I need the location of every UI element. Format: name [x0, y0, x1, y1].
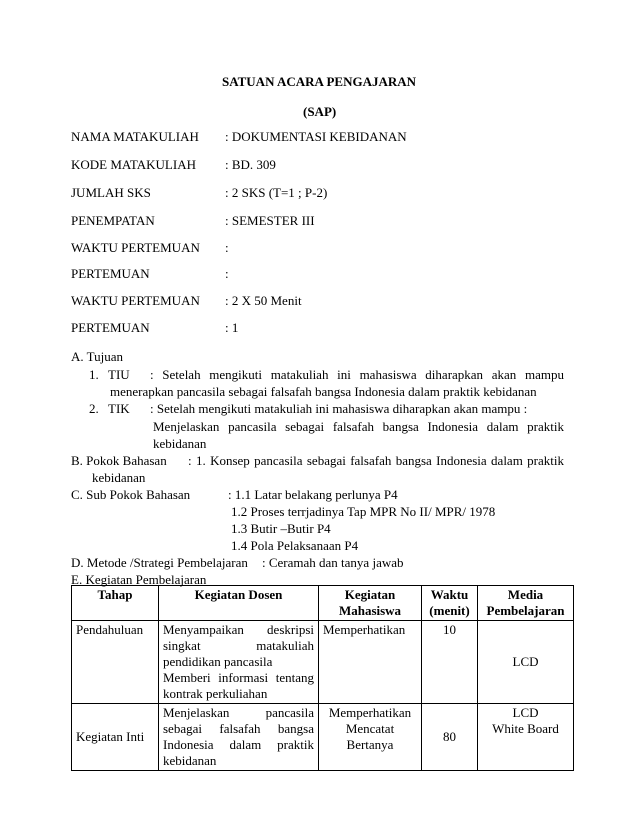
info-label: PERTEMUAN: [71, 266, 150, 281]
table-row: [72, 621, 574, 704]
sub-pokok-item: : 1.1 Latar belakang perlunya P4: [228, 487, 398, 502]
metode-value: : Ceramah dan tanya jawab: [262, 555, 404, 570]
info-label: PERTEMUAN: [71, 320, 150, 335]
cell-kegiatan-mahasiswa: Memperhatikan Mencatat Bertanya: [319, 704, 422, 771]
tik-number: 2.: [89, 401, 99, 416]
info-value: : DOKUMENTASI KEBIDANAN: [225, 129, 407, 144]
info-label: WAKTU PERTEMUAN: [71, 293, 200, 308]
document-subtitle: (SAP): [303, 104, 337, 119]
info-value: : SEMESTER III: [225, 213, 315, 228]
header-media: Media Pembelajaran: [478, 586, 574, 621]
cell-media: LCD: [478, 621, 574, 704]
info-label: KODE MATAKULIAH: [71, 157, 196, 172]
info-value: : 2 SKS (T=1 ; P-2): [225, 185, 328, 200]
tiu-number: 1.: [89, 367, 99, 382]
sub-pokok-item: 1.2 Proses terrjadinya Tap MPR No II/ MPR/ 1978: [231, 504, 496, 519]
cell-kegiatan-dosen: Menjelaskan pancasila sebagai falsafah bangsa Indonesia dalam praktik kebidanan: [159, 704, 319, 771]
kegiatan-pembelajaran-table: [71, 585, 574, 771]
tiu-label: TIU: [108, 367, 130, 382]
tiu-text-continued: menerapkan pancasila sebagai falsafah bangsa Indonesia dalam praktik kebidanan: [110, 384, 537, 399]
table-header-row: [72, 586, 574, 621]
info-value: :: [225, 266, 229, 281]
cell-kegiatan-mahasiswa: Memperhatikan: [319, 621, 422, 704]
cell-waktu: 80: [422, 704, 478, 771]
info-label: PENEMPATAN: [71, 213, 155, 228]
tiu-text: : Setelah mengikuti matakuliah ini mahasiswa diharapkan akan mampu: [150, 367, 564, 382]
pokok-bahasan-label: B. Pokok Bahasan: [71, 453, 167, 468]
info-value: :: [225, 240, 229, 255]
cell-tahap: Pendahuluan: [72, 621, 159, 704]
tik-text-continued: Menjelaskan pancasila sebagai falsafah bangsa Indonesia dalam praktik: [153, 419, 564, 434]
sub-pokok-item: 1.3 Butir –Butir P4: [231, 521, 331, 536]
pokok-bahasan-text-continued: kebidanan: [92, 470, 146, 485]
cell-tahap: Kegiatan Inti: [72, 704, 159, 771]
info-value: : 1: [225, 320, 239, 335]
sub-pokok-item: 1.4 Pola Pelaksanaan P4: [231, 538, 359, 553]
tik-text: : Setelah mengikuti matakuliah ini mahasiswa diharapkan akan mampu :: [150, 401, 528, 416]
info-value: : BD. 309: [225, 157, 276, 172]
header-tahap: Tahap: [72, 586, 159, 621]
sub-pokok-label: C. Sub Pokok Bahasan: [71, 487, 191, 502]
info-label: WAKTU PERTEMUAN: [71, 240, 200, 255]
tik-text-continued: kebidanan: [153, 436, 207, 451]
header-kegiatan-mahasiswa: Kegiatan Mahasiswa: [319, 586, 422, 621]
info-label: NAMA MATAKULIAH: [71, 129, 199, 144]
pokok-bahasan-text: : 1. Konsep pancasila sebagai falsafah bangsa Indonesia dalam praktik: [188, 453, 564, 468]
info-value: : 2 X 50 Menit: [225, 293, 302, 308]
metode-label: D. Metode /Strategi Pembelajaran: [71, 555, 248, 570]
header-kegiatan-dosen: Kegiatan Dosen: [159, 586, 319, 621]
header-waktu: Waktu (menit): [422, 586, 478, 621]
cell-waktu: 10: [422, 621, 478, 704]
info-label: JUMLAH SKS: [71, 185, 151, 200]
document-title: SATUAN ACARA PENGAJARAN: [221, 74, 417, 89]
section-tujuan-heading: A. Tujuan: [71, 349, 124, 364]
cell-kegiatan-dosen: Menyampaikan deskripsi singkat matakuliah pendidikan pancasila Memberi informasi tentang kontrak perkuliahan: [159, 621, 319, 704]
tik-label: TIK: [108, 401, 130, 416]
cell-media: LCD White Board: [478, 704, 574, 771]
table-row: [72, 704, 574, 771]
kegiatan-heading: E. Kegiatan Pembelajaran: [71, 572, 207, 587]
